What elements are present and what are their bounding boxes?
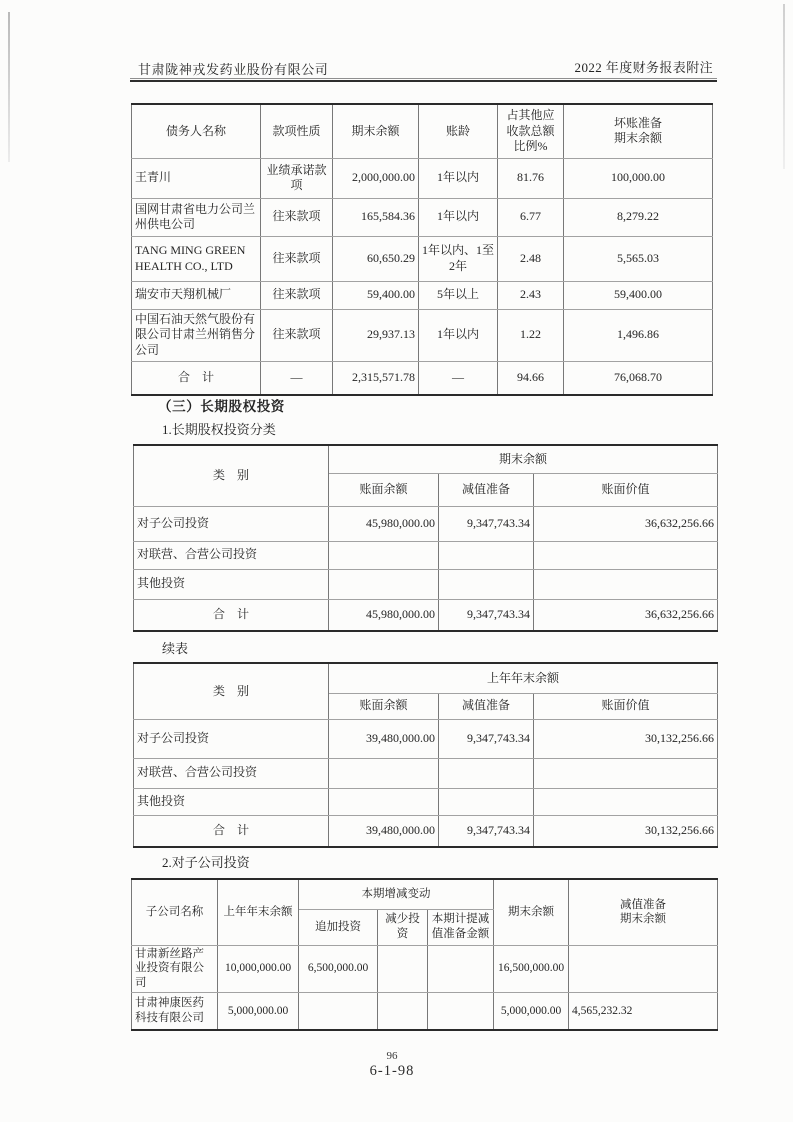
column-header-book-balance: 账面余额	[329, 473, 439, 506]
book-value-cell	[534, 569, 718, 599]
table-header-row	[132, 104, 713, 158]
debtor-cell: 王青川	[132, 158, 261, 198]
book-value-cell	[534, 541, 718, 569]
table-row	[132, 281, 713, 309]
section-title-long-term-equity: （三）长期股权投资	[158, 399, 285, 414]
column-header-prior-year-balance: 上年年末余额	[218, 879, 299, 945]
book-balance-cell	[329, 758, 439, 788]
column-header-bad-debt-ending-label: 坏账准备期末余额	[613, 115, 662, 146]
header-divider-rule	[130, 78, 717, 82]
total-nature-cell: —	[261, 361, 333, 395]
subsidiary-investment-table	[131, 878, 718, 1031]
total-label-cell: 合 计	[132, 361, 261, 395]
total-bad-debt-cell: 76,068.70	[564, 361, 713, 395]
total-impairment-cell: 9,347,743.34	[439, 599, 534, 631]
nature-cell: 往来款项	[261, 236, 333, 281]
category-cell: 其他投资	[134, 569, 329, 599]
category-cell: 对联营、合营公司投资	[134, 758, 329, 788]
reduced-investment-cell	[378, 945, 428, 992]
footer-doc-code: 6-1-98	[369, 1063, 415, 1079]
proportion-cell: 1.22	[498, 309, 564, 361]
column-header-subsidiary-name: 子公司名称	[132, 879, 218, 945]
nature-cell: 往来款项	[261, 309, 333, 361]
total-label-cell: 合 计	[134, 815, 329, 847]
scan-artifact-right-edge	[783, 4, 785, 169]
table-row	[132, 945, 718, 992]
column-header-reduced-investment: 减少投资	[378, 909, 428, 945]
table-row	[134, 506, 718, 541]
aging-cell: 5年以上	[419, 281, 498, 309]
lti-classification-table-prior	[133, 662, 718, 848]
total-row	[132, 361, 713, 395]
bad-debt-cell: 59,400.00	[564, 281, 713, 309]
book-value-cell	[534, 788, 718, 815]
footer-page-number: 96	[386, 1050, 398, 1062]
prior-balance-cell: 5,000,000.00	[218, 992, 299, 1030]
table-header-row	[134, 663, 718, 693]
column-header-ending-balance: 期末余额	[494, 879, 569, 945]
proportion-cell: 2.48	[498, 236, 564, 281]
nature-cell: 业绩承诺款项	[261, 158, 333, 198]
impairment-cell: 9,347,743.34	[439, 719, 534, 758]
table-row	[132, 309, 713, 361]
bad-debt-cell: 8,279.22	[564, 198, 713, 236]
impairment-ending-cell: 4,565,232.32	[569, 992, 718, 1030]
table-row	[132, 992, 718, 1030]
category-cell: 其他投资	[134, 788, 329, 815]
impairment-cell	[439, 788, 534, 815]
proportion-cell: 6.77	[498, 198, 564, 236]
total-row	[134, 815, 718, 847]
ending-balance-cell: 5,000,000.00	[494, 992, 569, 1030]
table-row	[134, 758, 718, 788]
impairment-cell	[439, 541, 534, 569]
table-row	[134, 569, 718, 599]
column-header-impairment: 减值准备	[439, 693, 534, 719]
group-header-ending-balance: 期末余额	[329, 445, 718, 473]
column-header-impairment-provision: 本期计提减值准备金额	[428, 909, 494, 945]
book-balance-cell: 39,480,000.00	[329, 719, 439, 758]
subsidiary-name-cell: 甘肃新丝路产业投资有限公司	[132, 945, 218, 992]
aging-cell: 1年以内	[419, 309, 498, 361]
column-header-impairment-ending	[569, 879, 718, 945]
category-cell: 对联营、合营公司投资	[134, 541, 329, 569]
column-header-debtor: 债务人名称	[132, 104, 261, 158]
category-cell: 对子公司投资	[134, 719, 329, 758]
column-header-category: 类 别	[134, 445, 329, 506]
page-header-company: 甘肃陇神戎发药业股份有限公司	[138, 62, 329, 77]
table-header-row	[132, 879, 718, 909]
book-value-cell: 30,132,256.66	[534, 719, 718, 758]
proportion-cell: 81.76	[498, 158, 564, 198]
table-row	[134, 541, 718, 569]
ending-balance-cell: 2,000,000.00	[333, 158, 419, 198]
total-ending-balance-cell: 2,315,571.78	[333, 361, 419, 395]
column-header-impairment-ending-label: 减值准备期末余额	[620, 898, 667, 926]
total-aging-cell: —	[419, 361, 498, 395]
book-balance-cell	[329, 541, 439, 569]
aging-cell: 1年以内、1至2年	[419, 236, 498, 281]
column-header-aging: 账龄	[419, 104, 498, 158]
column-header-nature: 款项性质	[261, 104, 333, 158]
group-header-period-changes: 本期增减变动	[299, 879, 494, 909]
total-label-cell: 合 计	[134, 599, 329, 631]
ending-balance-cell: 60,650.29	[333, 236, 419, 281]
column-header-proportion: 占其他应收款总额比例%	[498, 104, 564, 158]
column-header-book-balance: 账面余额	[329, 693, 439, 719]
debtor-cell: 国网甘肃省电力公司兰州供电公司	[132, 198, 261, 236]
ending-balance-cell: 29,937.13	[333, 309, 419, 361]
aging-cell: 1年以内	[419, 198, 498, 236]
category-cell: 对子公司投资	[134, 506, 329, 541]
impairment-cell: 9,347,743.34	[439, 506, 534, 541]
book-balance-cell: 45,980,000.00	[329, 506, 439, 541]
reduced-investment-cell	[378, 992, 428, 1030]
additional-investment-cell	[299, 992, 378, 1030]
impairment-cell	[439, 569, 534, 599]
nature-cell: 往来款项	[261, 281, 333, 309]
prior-balance-cell: 10,000,000.00	[218, 945, 299, 992]
aging-cell: 1年以内	[419, 158, 498, 198]
column-header-ending-balance: 期末余额	[333, 104, 419, 158]
subsection-classification: 1.长期股权投资分类	[162, 422, 276, 437]
column-header-book-value: 账面价值	[534, 473, 718, 506]
column-header-book-value: 账面价值	[534, 693, 718, 719]
subsidiary-name-cell: 甘肃神康医药科技有限公司	[132, 992, 218, 1030]
total-proportion-cell: 94.66	[498, 361, 564, 395]
bad-debt-cell: 1,496.86	[564, 309, 713, 361]
column-header-additional-investment: 追加投资	[299, 909, 378, 945]
debtor-cell: 瑞安市天翔机械厂	[132, 281, 261, 309]
group-header-prior-year-balance: 上年年末余额	[329, 663, 718, 693]
total-book-value-cell: 36,632,256.66	[534, 599, 718, 631]
book-balance-cell	[329, 569, 439, 599]
impairment-cell	[439, 758, 534, 788]
proportion-cell: 2.43	[498, 281, 564, 309]
total-book-balance-cell: 39,480,000.00	[329, 815, 439, 847]
table-row	[134, 788, 718, 815]
total-book-balance-cell: 45,980,000.00	[329, 599, 439, 631]
other-receivables-table	[131, 103, 713, 396]
impairment-ending-cell	[569, 945, 718, 992]
table-row	[132, 198, 713, 236]
column-header-impairment: 减值准备	[439, 473, 534, 506]
impairment-provision-cell	[428, 945, 494, 992]
total-book-value-cell: 30,132,256.66	[534, 815, 718, 847]
ending-balance-cell: 16,500,000.00	[494, 945, 569, 992]
table-header-row	[134, 445, 718, 473]
total-impairment-cell: 9,347,743.34	[439, 815, 534, 847]
bad-debt-cell: 5,565.03	[564, 236, 713, 281]
book-value-cell: 36,632,256.66	[534, 506, 718, 541]
ending-balance-cell: 165,584.36	[333, 198, 419, 236]
subsection-subsidiary-investment: 2.对子公司投资	[162, 855, 250, 870]
lti-classification-table-current	[133, 444, 718, 632]
additional-investment-cell: 6,500,000.00	[299, 945, 378, 992]
table-row	[132, 236, 713, 281]
ending-balance-cell: 59,400.00	[333, 281, 419, 309]
book-value-cell	[534, 758, 718, 788]
continued-table-label: 续表	[162, 641, 189, 656]
scan-artifact-left-edge	[8, 12, 10, 162]
debtor-cell: 中国石油天然气股份有限公司甘肃兰州销售分公司	[132, 309, 261, 361]
impairment-provision-cell	[428, 992, 494, 1030]
page-header-report-title: 2022 年度财务报表附注	[574, 60, 713, 75]
table-row	[132, 158, 713, 198]
table-row	[134, 719, 718, 758]
column-header-bad-debt-ending	[564, 104, 713, 158]
nature-cell: 往来款项	[261, 198, 333, 236]
book-balance-cell	[329, 788, 439, 815]
debtor-cell: TANG MING GREEN HEALTH CO., LTD	[132, 236, 261, 281]
total-row	[134, 599, 718, 631]
bad-debt-cell: 100,000.00	[564, 158, 713, 198]
column-header-category: 类 别	[134, 663, 329, 719]
